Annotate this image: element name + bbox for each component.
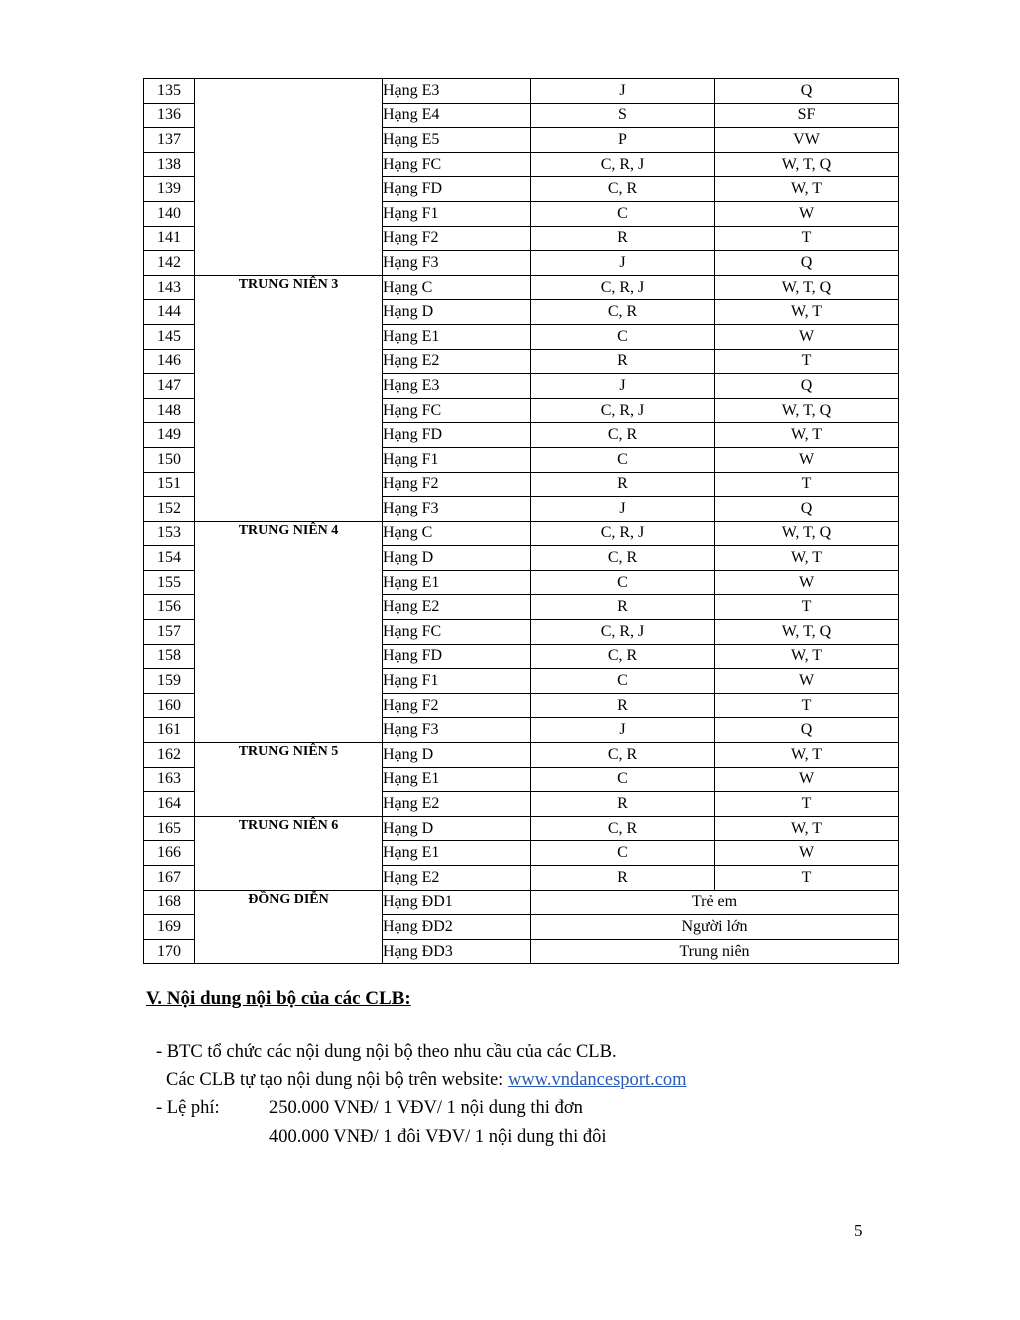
dances-b: W, T, Q <box>715 521 899 546</box>
row-number: 164 <box>144 792 195 817</box>
class-name: Hạng FC <box>383 620 531 645</box>
dances-b: W, T <box>715 546 899 571</box>
class-name: Hạng F3 <box>383 251 531 276</box>
group-name: TRUNG NIÊN 6 <box>195 816 383 841</box>
dances-b: Q <box>715 718 899 743</box>
group-name <box>195 79 383 104</box>
dances-b: W <box>715 201 899 226</box>
dances-a: C, R <box>531 743 715 768</box>
row-number: 162 <box>144 743 195 768</box>
row-number: 145 <box>144 324 195 349</box>
dances-a: J <box>531 251 715 276</box>
category-cell: Trẻ em <box>531 890 899 915</box>
dances-a: R <box>531 693 715 718</box>
dances-a: C, R, J <box>531 152 715 177</box>
group-name <box>195 644 383 669</box>
dances-b: W, T <box>715 177 899 202</box>
row-number: 169 <box>144 915 195 940</box>
row-number: 150 <box>144 447 195 472</box>
table-row <box>144 595 899 620</box>
dances-b: Q <box>715 374 899 399</box>
dances-b: W, T <box>715 644 899 669</box>
class-name: Hạng FC <box>383 152 531 177</box>
dances-a: P <box>531 128 715 153</box>
dances-a: C <box>531 570 715 595</box>
group-name <box>195 447 383 472</box>
table-row <box>144 866 899 891</box>
dances-a: R <box>531 226 715 251</box>
class-name: Hạng E2 <box>383 792 531 817</box>
fee-couple: 400.000 VNĐ/ 1 đôi VĐV/ 1 nội dung thi đôi <box>269 1127 607 1147</box>
group-name <box>195 300 383 325</box>
class-name: Hạng F1 <box>383 201 531 226</box>
group-name <box>195 398 383 423</box>
group-name <box>195 570 383 595</box>
group-name <box>195 792 383 817</box>
dances-a: R <box>531 349 715 374</box>
table-row <box>144 324 899 349</box>
group-name <box>195 103 383 128</box>
group-name <box>195 324 383 349</box>
class-name: Hạng E2 <box>383 595 531 620</box>
group-name <box>195 767 383 792</box>
row-number: 160 <box>144 693 195 718</box>
table-row <box>144 177 899 202</box>
group-name <box>195 349 383 374</box>
group-name <box>195 546 383 571</box>
class-name: Hạng D <box>383 300 531 325</box>
table-row <box>144 939 899 964</box>
table-row <box>144 79 899 104</box>
row-number: 161 <box>144 718 195 743</box>
dances-a: C <box>531 324 715 349</box>
row-number: 135 <box>144 79 195 104</box>
dances-a: R <box>531 472 715 497</box>
group-name <box>195 620 383 645</box>
table-row <box>144 472 899 497</box>
section-title: V. Nội dung nội bộ của các CLB: <box>146 988 411 1009</box>
class-name: Hạng C <box>383 521 531 546</box>
dances-b: T <box>715 349 899 374</box>
dances-b: W <box>715 447 899 472</box>
page-number: 5 <box>854 1221 863 1240</box>
group-name <box>195 718 383 743</box>
row-number: 170 <box>144 939 195 964</box>
table-row <box>144 669 899 694</box>
dances-b: W, T <box>715 423 899 448</box>
row-number: 140 <box>144 201 195 226</box>
class-name: Hạng E1 <box>383 841 531 866</box>
group-name: ĐỒNG DIỄN <box>195 890 383 915</box>
group-name <box>195 152 383 177</box>
row-number: 149 <box>144 423 195 448</box>
dances-b: W, T <box>715 816 899 841</box>
dances-a: C, R, J <box>531 275 715 300</box>
dances-a: C, R <box>531 644 715 669</box>
group-name <box>195 497 383 522</box>
category-cell: Người lớn <box>531 915 899 940</box>
class-name: Hạng ĐD3 <box>383 939 531 964</box>
dances-b: W, T <box>715 743 899 768</box>
group-name <box>195 472 383 497</box>
section-line-2 <box>166 1070 687 1091</box>
dances-a: C <box>531 767 715 792</box>
table-row <box>144 718 899 743</box>
group-name <box>195 595 383 620</box>
group-name <box>195 251 383 276</box>
class-name: Hạng FC <box>383 398 531 423</box>
row-number: 138 <box>144 152 195 177</box>
group-name <box>195 423 383 448</box>
group-name <box>195 866 383 891</box>
group-name <box>195 374 383 399</box>
table-row <box>144 226 899 251</box>
dances-a: R <box>531 866 715 891</box>
dances-b: W <box>715 669 899 694</box>
class-name: Hạng E1 <box>383 570 531 595</box>
class-name: Hạng E5 <box>383 128 531 153</box>
group-name <box>195 669 383 694</box>
row-number: 155 <box>144 570 195 595</box>
table-row <box>144 890 899 915</box>
table-row <box>144 792 899 817</box>
fee-label: - Lệ phí: <box>156 1098 220 1118</box>
row-number: 168 <box>144 890 195 915</box>
row-number: 141 <box>144 226 195 251</box>
row-number: 152 <box>144 497 195 522</box>
class-name: Hạng E2 <box>383 866 531 891</box>
dances-a: C, R, J <box>531 521 715 546</box>
class-name: Hạng D <box>383 743 531 768</box>
table-row <box>144 128 899 153</box>
row-number: 157 <box>144 620 195 645</box>
class-name: Hạng F2 <box>383 693 531 718</box>
dances-b: W, T, Q <box>715 620 899 645</box>
group-name <box>195 915 383 940</box>
table-row <box>144 620 899 645</box>
dances-a: C, R, J <box>531 620 715 645</box>
table-row <box>144 570 899 595</box>
row-number: 143 <box>144 275 195 300</box>
dances-b: Q <box>715 497 899 522</box>
section-line-1: - BTC tổ chức các nội dung nội bộ theo nhu cầu của các CLB. <box>156 1042 617 1062</box>
dances-a: C <box>531 201 715 226</box>
row-number: 139 <box>144 177 195 202</box>
row-number: 165 <box>144 816 195 841</box>
row-number: 136 <box>144 103 195 128</box>
table-row <box>144 447 899 472</box>
dances-b: VW <box>715 128 899 153</box>
row-number: 167 <box>144 866 195 891</box>
row-number: 163 <box>144 767 195 792</box>
row-number: 158 <box>144 644 195 669</box>
dances-b: T <box>715 472 899 497</box>
table-row <box>144 349 899 374</box>
class-name: Hạng F2 <box>383 226 531 251</box>
dances-b: W <box>715 324 899 349</box>
table-row <box>144 497 899 522</box>
class-name: Hạng F3 <box>383 718 531 743</box>
group-name <box>195 226 383 251</box>
row-number: 142 <box>144 251 195 276</box>
class-name: Hạng E2 <box>383 349 531 374</box>
website-link[interactable]: www.vndancesport.com <box>507 1070 687 1090</box>
class-name: Hạng F1 <box>383 669 531 694</box>
dances-a: C <box>531 669 715 694</box>
row-number: 153 <box>144 521 195 546</box>
table-row <box>144 693 899 718</box>
table-row <box>144 644 899 669</box>
class-name: Hạng E3 <box>383 374 531 399</box>
dances-b: T <box>715 595 899 620</box>
table-row <box>144 546 899 571</box>
class-name: Hạng E3 <box>383 79 531 104</box>
dances-a: C, R, J <box>531 398 715 423</box>
dances-b: SF <box>715 103 899 128</box>
group-name <box>195 939 383 964</box>
row-number: 148 <box>144 398 195 423</box>
class-name: Hạng F1 <box>383 447 531 472</box>
dances-b: W <box>715 841 899 866</box>
row-number: 146 <box>144 349 195 374</box>
dances-b: T <box>715 866 899 891</box>
dances-b: W, T <box>715 300 899 325</box>
dances-a: C, R <box>531 816 715 841</box>
dances-a: C, R <box>531 546 715 571</box>
class-name: Hạng FD <box>383 177 531 202</box>
table-row <box>144 152 899 177</box>
class-name: Hạng F2 <box>383 472 531 497</box>
dances-a: J <box>531 718 715 743</box>
class-name: Hạng ĐD1 <box>383 890 531 915</box>
class-name: Hạng D <box>383 546 531 571</box>
class-name: Hạng FD <box>383 644 531 669</box>
class-name: Hạng FD <box>383 423 531 448</box>
dances-b: Q <box>715 79 899 104</box>
row-number: 147 <box>144 374 195 399</box>
class-name: Hạng E1 <box>383 324 531 349</box>
competition-table <box>143 78 899 964</box>
dances-b: T <box>715 792 899 817</box>
row-number: 144 <box>144 300 195 325</box>
dances-a: C <box>531 447 715 472</box>
group-name: TRUNG NIÊN 4 <box>195 521 383 546</box>
table-row <box>144 743 899 768</box>
table-row <box>144 767 899 792</box>
dances-a: C, R <box>531 423 715 448</box>
class-name: Hạng E4 <box>383 103 531 128</box>
group-name <box>195 128 383 153</box>
class-name: Hạng E1 <box>383 767 531 792</box>
dances-b: W <box>715 570 899 595</box>
dances-a: J <box>531 79 715 104</box>
group-name <box>195 177 383 202</box>
row-number: 166 <box>144 841 195 866</box>
class-name: Hạng C <box>383 275 531 300</box>
dances-b: T <box>715 226 899 251</box>
table-row <box>144 251 899 276</box>
dances-b: T <box>715 693 899 718</box>
group-name <box>195 201 383 226</box>
dances-b: W, T, Q <box>715 275 899 300</box>
dances-a: C, R <box>531 177 715 202</box>
row-number: 151 <box>144 472 195 497</box>
table-row <box>144 275 899 300</box>
group-name <box>195 841 383 866</box>
dances-b: W, T, Q <box>715 398 899 423</box>
dances-a: S <box>531 103 715 128</box>
group-name <box>195 693 383 718</box>
table-row <box>144 201 899 226</box>
dances-a: R <box>531 792 715 817</box>
table-row <box>144 521 899 546</box>
dances-a: R <box>531 595 715 620</box>
section-line-2-text: Các CLB tự tạo nội dung nội bộ trên website: <box>166 1070 508 1090</box>
dances-a: J <box>531 497 715 522</box>
table-row <box>144 915 899 940</box>
class-name: Hạng ĐD2 <box>383 915 531 940</box>
fee-single: 250.000 VNĐ/ 1 VĐV/ 1 nội dung thi đơn <box>269 1098 583 1118</box>
row-number: 156 <box>144 595 195 620</box>
row-number: 137 <box>144 128 195 153</box>
class-name: Hạng D <box>383 816 531 841</box>
table-row <box>144 398 899 423</box>
dances-a: C <box>531 841 715 866</box>
table-row <box>144 103 899 128</box>
table-row <box>144 300 899 325</box>
dances-b: W <box>715 767 899 792</box>
dances-a: C, R <box>531 300 715 325</box>
category-cell: Trung niên <box>531 939 899 964</box>
table-row <box>144 816 899 841</box>
dances-b: Q <box>715 251 899 276</box>
table-row <box>144 423 899 448</box>
group-name: TRUNG NIÊN 3 <box>195 275 383 300</box>
dances-a: J <box>531 374 715 399</box>
class-name: Hạng F3 <box>383 497 531 522</box>
row-number: 154 <box>144 546 195 571</box>
group-name: TRUNG NIÊN 5 <box>195 743 383 768</box>
table-row <box>144 374 899 399</box>
table-row <box>144 841 899 866</box>
row-number: 159 <box>144 669 195 694</box>
dances-b: W, T, Q <box>715 152 899 177</box>
